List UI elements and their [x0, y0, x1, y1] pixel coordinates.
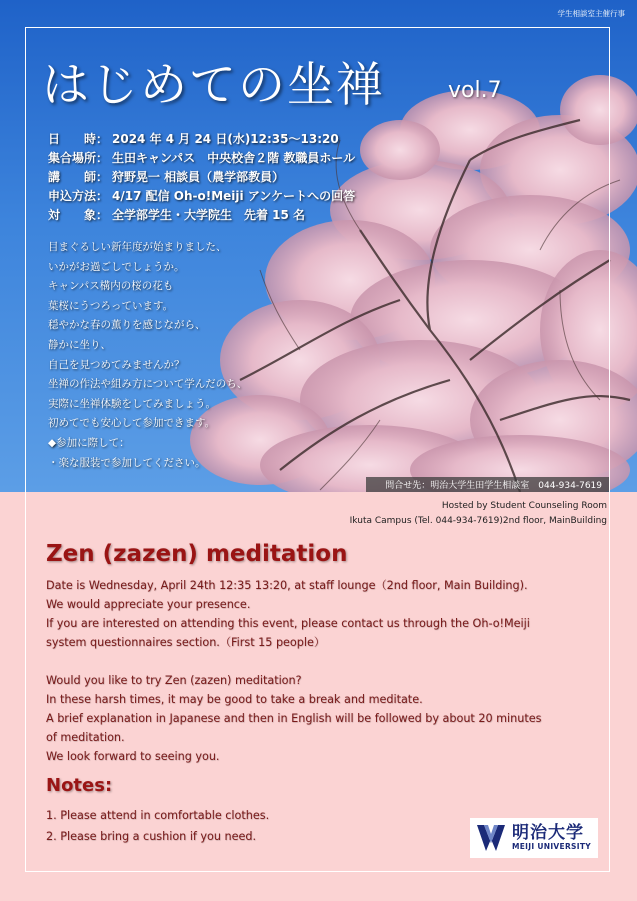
info-row-application	[48, 187, 355, 206]
en-line: If you are interested on attending this event, please contact us through the Oh-o!Meiji	[46, 617, 530, 630]
jp-line: 目まぐるしい新年度が始まりました、	[48, 241, 227, 253]
logo-english-text: MEIJI UNIVERSITY	[512, 842, 591, 851]
meiji-university-logo	[470, 818, 598, 858]
jp-line: ◆参加に際して：	[48, 436, 130, 449]
volume-label: vol.7	[448, 78, 502, 103]
en-line: A brief explanation in Japanese and then in English will be followed by about 20 minutes	[46, 712, 542, 725]
jp-line: いかがお過ごしでしょうか。	[48, 260, 185, 273]
english-title: Zen (zazen) meditation	[46, 541, 348, 567]
jp-line: 初めてでも安心して参加できます。	[48, 417, 216, 430]
jp-line: 葉桜にうつろっています。	[48, 299, 174, 312]
en-line: system questionnaires section.（First 15 people）	[46, 636, 326, 649]
notes-title: Notes:	[46, 775, 113, 796]
notes-list	[46, 805, 269, 847]
en-line: We look forward to seeing you.	[46, 750, 220, 763]
info-label: 申込方法：	[48, 189, 109, 203]
en-line: In these harsh times, it may be good to take a break and meditate.	[46, 693, 423, 706]
info-row-instructor	[48, 168, 355, 187]
info-value: 狩野晃一 相談員（農学部教員）	[112, 170, 285, 184]
jp-line: キャンパス構内の桜の花も	[48, 280, 174, 293]
info-value: 2024 年 4 月 24 日(水)12:35～13:20	[112, 132, 339, 146]
info-label: 対 象：	[48, 208, 109, 222]
japanese-description	[48, 238, 247, 473]
info-label: 集合場所：	[48, 151, 109, 165]
jp-line: 自己を見つめてみませんか？	[48, 358, 185, 371]
logo-japanese-text: 明治大学	[512, 823, 584, 843]
contact-strip: 問合せ先：明治大学生田学生相談室 044-934-7619	[366, 477, 610, 492]
jp-line: ・楽な服装で参加してください。	[48, 456, 206, 469]
hosted-line: Ikuta Campus (Tel. 044-934-7619)2nd floor, MainBuilding	[349, 516, 607, 526]
event-info	[48, 130, 355, 225]
jp-line: 穏やかな春の薫りを感じながら、	[48, 319, 206, 332]
info-label: 講 師：	[48, 170, 109, 184]
info-row-location	[48, 149, 355, 168]
en-line: Would you like to try Zen (zazen) meditation?	[46, 674, 302, 687]
info-value: 4/17 配信 Oh-o!Meiji アンケートへの回答	[112, 189, 356, 203]
en-line: of meditation.	[46, 731, 125, 744]
info-row-target	[48, 206, 355, 225]
jp-line: 坐禅の作法や組み方について学んだのち、	[48, 378, 248, 391]
meiji-emblem-icon	[474, 821, 508, 855]
jp-line: 実際に坐禅体験をしてみましょう。	[48, 397, 216, 410]
hosted-line: Hosted by Student Counseling Room	[441, 501, 607, 511]
organizer-note: 学生相談室主催行事	[557, 9, 625, 18]
en-line: Date is Wednesday, April 24th 12:35 13:20, at staff lounge（2nd floor, Main Building).	[46, 579, 528, 592]
info-row-datetime	[48, 130, 355, 149]
english-description	[46, 576, 541, 766]
note-item: 2. Please bring a cushion if you need.	[46, 830, 257, 843]
note-item: 1. Please attend in comfortable clothes.	[46, 809, 270, 822]
page-title: はじめての坐禅	[42, 58, 385, 113]
hosted-by	[350, 499, 607, 529]
info-value: 生田キャンパス 中央校舎２階 教職員ホール	[112, 151, 356, 165]
info-label: 日 時：	[48, 132, 109, 146]
paragraph-gap	[46, 652, 541, 671]
info-value: 全学部学生・大学院生 先着 15 名	[112, 208, 306, 222]
en-line: We would appreciate your presence.	[46, 598, 251, 611]
jp-line: 静かに坐り、	[48, 338, 111, 351]
